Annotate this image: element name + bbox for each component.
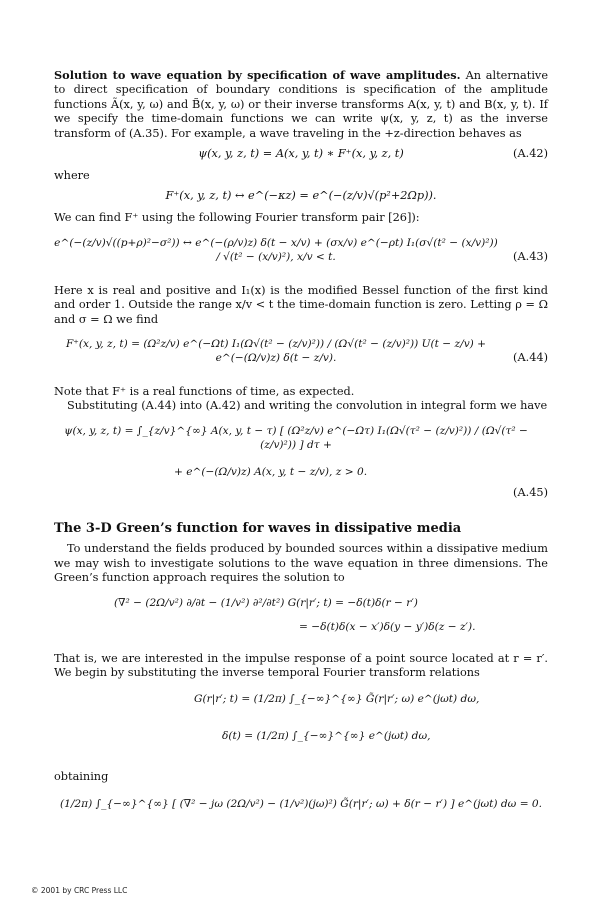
paragraph-transform-pair: We can find F⁺ using the following Fourier transform pair [26]): xyxy=(54,211,420,225)
paragraph-impulse: That is, we are interested in the impulse response of a point source located at r = r′. We begin by substituting the inverse temporal Fourier transform relations xyxy=(54,651,548,679)
equation-final-body: (1/2π) ∫_{−∞}^{∞} [ (∇² − jω (2Ω/v²) − (1/v²)(jω)²) G̃(r|r′; ω) + δ(r − r′) ] e^(jωt) dω = 0. xyxy=(59,797,543,810)
equation-fplus-body: F⁺(x, y, z, t) ↔ e^(−κz) = e^(−(z/v)√(p²+2Ωp)). xyxy=(165,189,437,203)
paragraph-real-function: Note that F⁺ is a real functions of time, as expected. xyxy=(54,385,355,399)
page-body xyxy=(54,68,548,837)
equation-a45-number: (A.45) xyxy=(513,485,548,499)
equation-a44 xyxy=(54,337,548,381)
equation-inverse-g: G(r|r′; t) = (1/2π) ∫_{−∞}^{∞} G̃(r|r′; ω) e^(jωt) dω, xyxy=(194,693,480,706)
equation-a44-number: (A.44) xyxy=(513,351,548,365)
equation-green-line1: (∇² − (2Ω/v²) ∂/∂t − (1/v²) ∂²/∂t²) G(r|r′; t) = −δ(t)δ(r − r′) xyxy=(114,596,418,609)
paragraph-amplitudes xyxy=(54,68,548,141)
equation-a45-line2: + e^(−(Ω/v)z) A(x, y, t − z/v), z > 0. xyxy=(174,465,368,478)
equation-a43-body: e^(−(z/v)√((p+ρ)²−σ²)) ↔ e^(−(ρ/v)z) δ(t − x/v) + (σx/v) e^(−ρt) I₁(σ√(t² − (x/v)²)) / √(t² − (x/v)²), x/v < t. xyxy=(54,236,498,264)
equation-a42-number: (A.42) xyxy=(513,147,548,161)
paragraph-greens-intro: To understand the fields produced by bounded sources within a dissipative medium we may wish to investigate solutions to the wave equation in three dimensions. The Green’s function approach requires the solution to xyxy=(54,542,548,585)
equation-a42-body: ψ(x, y, z, t) = A(x, y, t) ∗ F⁺(x, y, z, t) xyxy=(198,147,404,161)
equation-a45-line1: ψ(x, y, z, t) = ∫_{z/v}^{∞} A(x, y, t − τ) [ (Ω²z/v) e^(−Ωτ) I₁(Ω√(τ² − (z/v)²)) / (Ω√(τ² − (z/v)²)) ] dτ + xyxy=(64,424,528,452)
equation-final xyxy=(54,797,548,837)
section-title: The 3-D Green’s function for waves in dissipative media xyxy=(54,520,462,536)
paragraph-bessel: Here x is real and positive and I₁(x) is the modified Bessel function of the first kind and order 1. Outside the range x/v < t the time-domain function is zero. Letting ρ = Ω and σ = Ω we find xyxy=(54,283,548,326)
equation-a43 xyxy=(54,236,548,280)
equation-fplus xyxy=(54,189,548,207)
equation-a45 xyxy=(54,424,548,510)
equation-a44-body: F⁺(x, y, z, t) = (Ω²z/v) e^(−Ωt) I₁(Ω√(t² − (z/v)²)) / (Ω√(t² − (z/v)²)) U(t − z/v) + e^(−(Ω/v)z) δ(t − z/v). xyxy=(65,338,487,365)
where-text: where xyxy=(54,169,90,183)
obtaining-text: obtaining xyxy=(54,770,109,784)
equation-inverse-transforms xyxy=(54,692,548,764)
paragraph-text: An alternative to direct specification of boundary conditions is specification of the amplitude functions Ã(x, y, ω) and B̃(x, y, ω) or their inverse transforms A(x, y, t) and B(x, y, t). If we specify the time-domain functions we can write ψ(x, y, z, t) as the inverse transform of (A.35). For example, a wave traveling in the +z-direction behaves as xyxy=(54,69,549,140)
equation-green-line2: = −δ(t)δ(x − x′)δ(y − y′)δ(z − z′). xyxy=(299,620,476,633)
equation-inverse-delta: δ(t) = (1/2π) ∫_{−∞}^{∞} e^(jωt) dω, xyxy=(222,729,431,742)
equation-a43-number: (A.43) xyxy=(513,249,548,263)
copyright-footer: © 2001 by CRC Press LLC xyxy=(31,886,128,895)
equation-a42 xyxy=(54,147,548,163)
equation-green xyxy=(54,596,548,646)
run-in-heading: Solution to wave equation by specification of wave amplitudes. xyxy=(54,68,461,82)
paragraph-substituting: Substituting (A.44) into (A.42) and writing the convolution in integral form we have xyxy=(67,399,548,413)
